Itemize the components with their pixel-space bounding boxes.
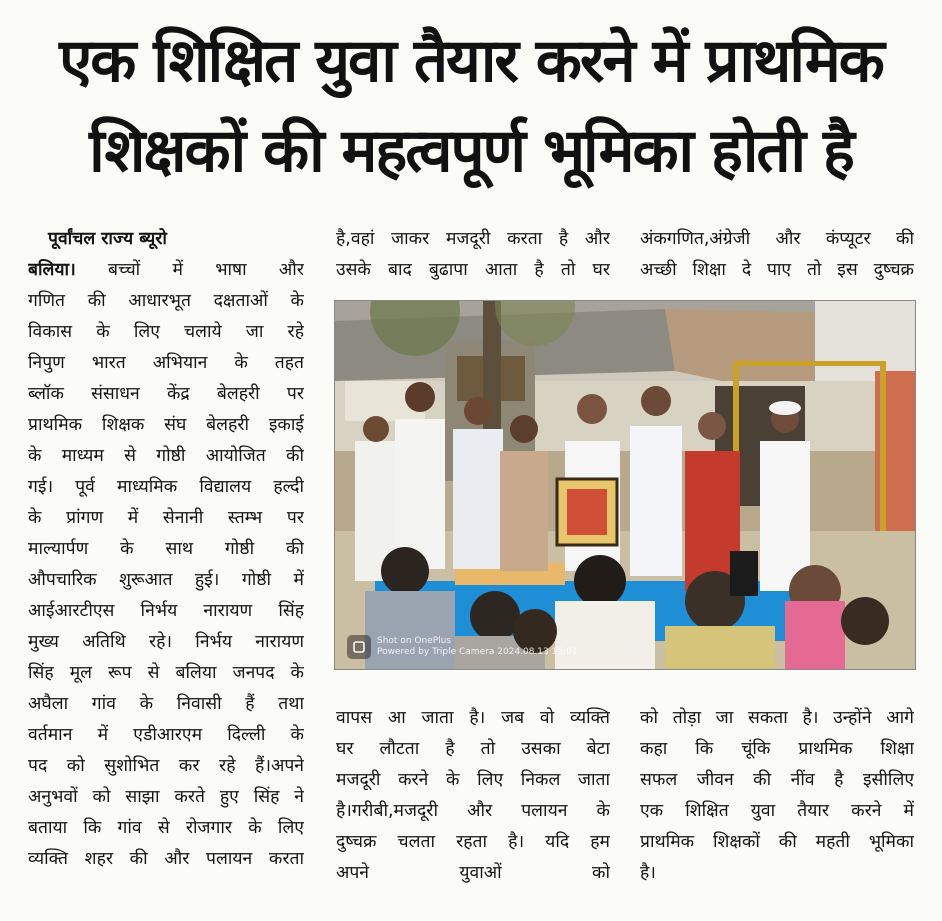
article-line: है,वहां जाकर मजदूरी करता है और — [336, 229, 610, 249]
article-line: एक शिक्षित युवा तैयार करने में — [640, 801, 914, 821]
article-line: प्राथमिक शिक्षकों की महती भूमिका — [640, 832, 914, 852]
article-line: पद को सुशोभित कर रहे हैं।अपने — [28, 756, 304, 776]
article-line: उसके बाद बुढापा आता है तो घर — [336, 260, 610, 280]
article-line: व्यक्ति शहर की और पलायन करता — [28, 849, 304, 869]
article-line: गणित की आधारभूत दक्षताओं के — [28, 291, 304, 311]
article-line: अंकगणित,अंग्रेजी और कंप्यूटर की — [640, 229, 914, 249]
article-line: सफल जीवन की नींव है इसीलिए — [640, 770, 914, 790]
byline: पूर्वांचल राज्य ब्यूरो — [48, 229, 167, 249]
article-line: बताया कि गांव से रोजगार के लिए — [28, 818, 304, 838]
article-line: प्राथमिक शिक्षक संघ बेलहरी इकाई — [28, 415, 304, 435]
camera-logo-icon — [347, 635, 371, 659]
article-column-2-bottom — [336, 703, 610, 889]
article-line: दुष्चक्र चलता रहता है। यदि हम — [336, 832, 610, 852]
article-line: अघैला गांव के निवासी हैं तथा — [28, 694, 304, 714]
article-column-3-bottom — [640, 703, 914, 889]
article-line: है।गरीबी,मजदूरी और पलायन के — [336, 801, 610, 821]
article-line: है। — [640, 863, 656, 883]
article-line: के प्रांगण में सेनानी स्तम्भ पर — [28, 508, 304, 528]
article-line: औपचारिक शुरूआत हुई। गोष्ठी में — [28, 570, 304, 590]
watermark-line-2 — [377, 647, 578, 658]
watermark-line-2-text: Powered by Triple Camera — [377, 647, 495, 657]
watermark-time: 2024.08.13 15:01 — [497, 647, 578, 657]
article-column-2-top — [336, 224, 610, 286]
article-line: मुख्य अतिथि रहे। निर्भय नारायण — [28, 632, 304, 652]
article-line: गई। पूर्व माध्यमिक विद्यालय हल्दी — [28, 477, 304, 497]
article-line: को तोड़ा जा सकता है। उन्होंने आगे — [640, 708, 914, 728]
article-line: मजदूरी करने के लिए निकल जाता — [336, 770, 610, 790]
article-line: के माध्यम से गोष्ठी आयोजित की — [28, 446, 304, 466]
watermark-line-1: Shot on OnePlus — [377, 636, 452, 646]
article-line: अनुभवों को साझा करते हुए सिंह ने — [28, 787, 304, 807]
article-column-3-top — [640, 224, 914, 286]
headline-line-1: एक शिक्षित युवा तैयार करने में प्राथमिक — [59, 26, 883, 96]
article-line: बच्चों में भाषा और — [107, 260, 304, 280]
event-photo-illustration — [335, 301, 915, 669]
article-line: सिंह मूल रूप से बलिया जनपद के — [28, 663, 304, 683]
article-line: निपुण भारत अभियान के तहत — [28, 353, 304, 373]
camera-watermark — [347, 635, 578, 659]
event-photo — [334, 300, 916, 670]
article-column-1 — [28, 224, 304, 875]
dateline: बलिया। — [28, 260, 76, 280]
article-line: विकास के लिए चलाये जा रहे — [28, 322, 304, 342]
dateline-line — [28, 255, 304, 286]
article-line: अपने युवाओं को — [336, 863, 610, 883]
headline-line-2: शिक्षकों की महत्वपूर्ण भूमिका होती है — [89, 116, 853, 186]
article-line: ब्लॉक संसाधन केंद्र बेलहरी पर — [28, 384, 304, 404]
article-line: वर्तमान में एडीआरएम दिल्ली के — [28, 725, 304, 745]
article-line: अच्छी शिक्षा दे पाए तो इस दुष्चक्र — [640, 260, 914, 280]
article-line: वापस आ जाता है। जब वो व्यक्ति — [336, 708, 610, 728]
article-line: माल्यार्पण के साथ गोष्ठी की — [28, 539, 304, 559]
article-line: कहा कि चूंकि प्राथमिक शिक्षा — [640, 739, 914, 759]
article-line: आईआरटीएस निर्भय नारायण सिंह — [28, 601, 304, 621]
article-line: घर लौटता है तो उसका बेटा — [336, 739, 610, 759]
